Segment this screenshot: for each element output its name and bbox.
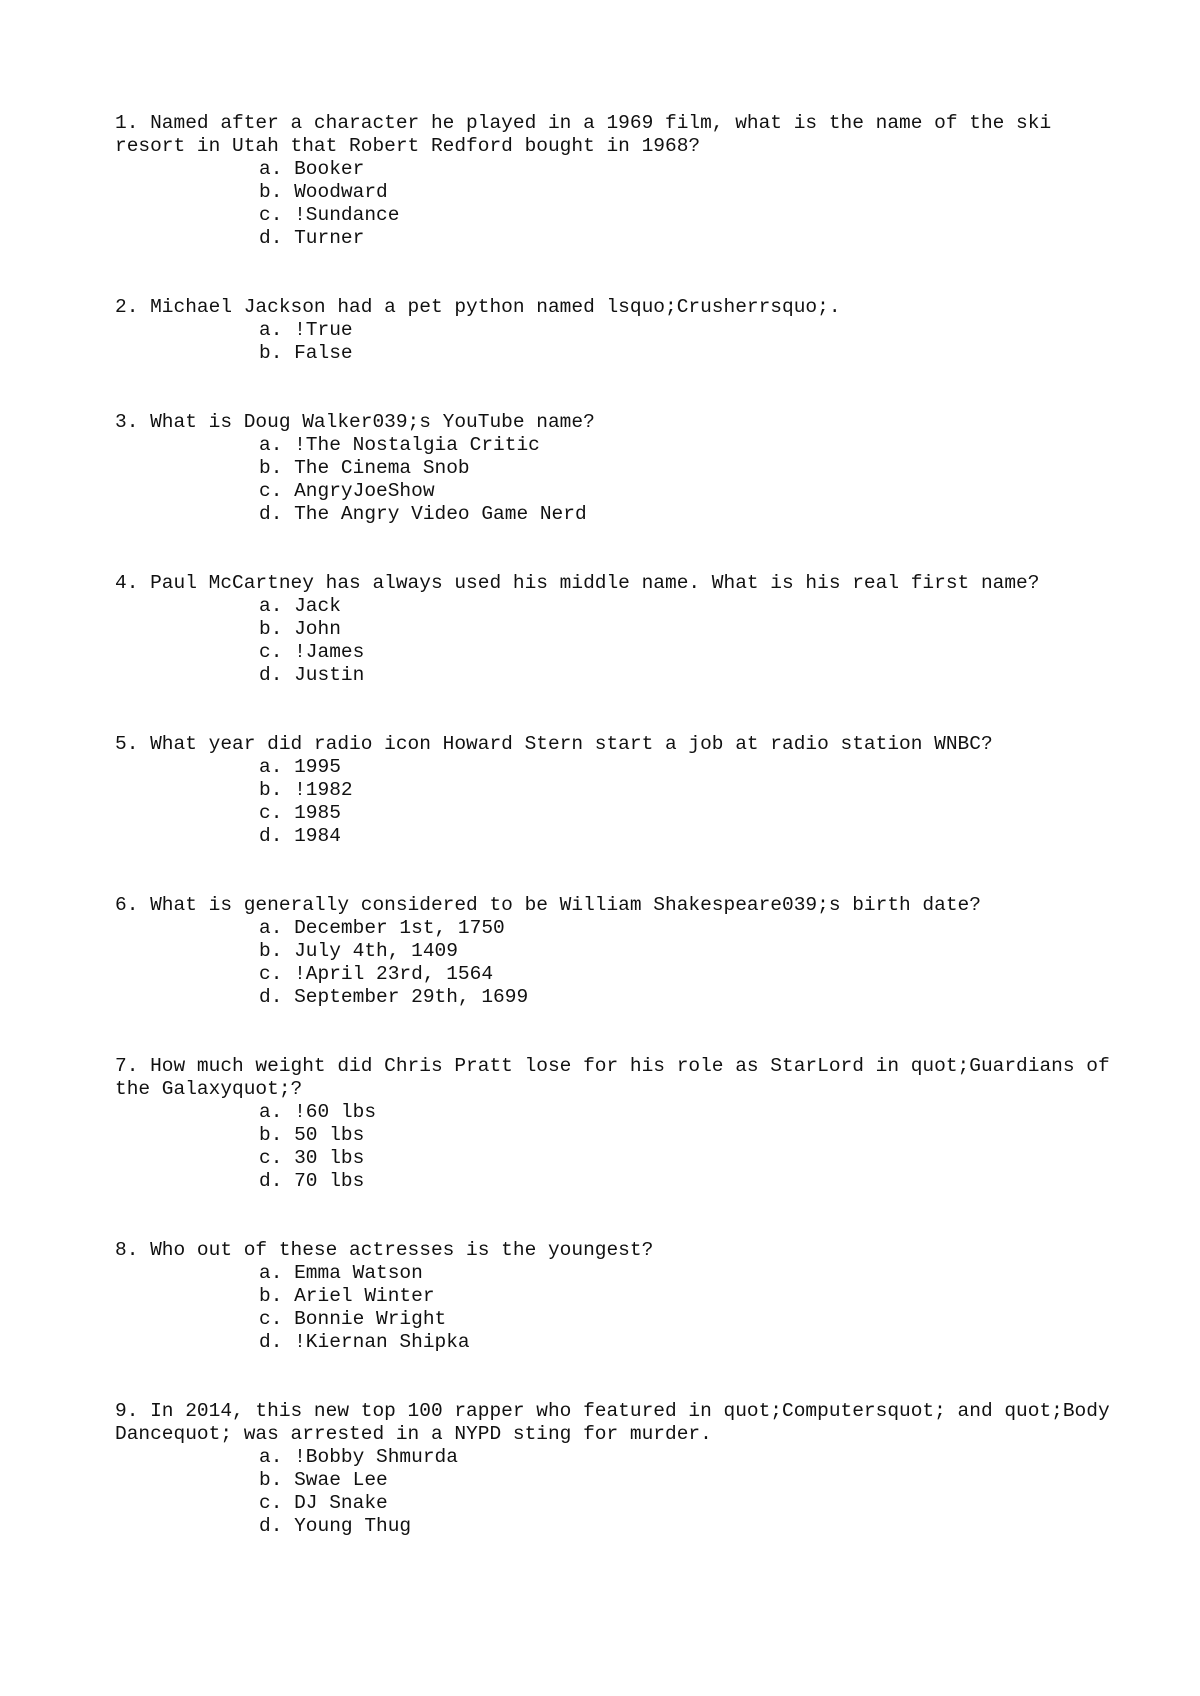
answer-option: c. DJ Snake (259, 1492, 388, 1514)
answer-option: d. !Kiernan Shipka (259, 1331, 470, 1353)
answer-option: b. July 4th, 1409 (259, 940, 458, 962)
answer-options (115, 595, 1115, 687)
question-6 (115, 894, 1115, 1009)
answer-option: b. Swae Lee (259, 1469, 388, 1491)
answer-option: c. !James (259, 641, 365, 663)
answer-option: b. John (259, 618, 341, 640)
answer-option: b. False (259, 342, 353, 364)
answer-option: a. 1995 (259, 756, 341, 778)
quiz-page (115, 112, 1122, 1584)
question-2 (115, 296, 1115, 365)
answer-option: b. The Cinema Snob (259, 457, 470, 479)
question-9 (115, 1400, 1122, 1538)
answer-option: c. 30 lbs (259, 1147, 365, 1169)
answer-option: a. Booker (259, 158, 365, 180)
question-4 (115, 572, 1115, 687)
answer-option: d. 1984 (259, 825, 341, 847)
question-text: 1. Named after a character he played in a 1969 film, what is the name of the ski resort in Utah that Robert Redford bought in 1968? (115, 112, 1063, 157)
question-8 (115, 1239, 1115, 1354)
question-text: 2. Michael Jackson had a pet python named lsquo;Crusherrsquo;. (115, 296, 841, 318)
answer-options (115, 1101, 1115, 1193)
answer-option: a. December 1st, 1750 (259, 917, 505, 939)
question-text: 4. Paul McCartney has always used his middle name. What is his real first name? (115, 572, 1040, 594)
question-text: 9. In 2014, this new top 100 rapper who featured in quot;Computersquot; and quot;Body Dancequot; was arrested in a NYPD sting for murder. (115, 1400, 1122, 1445)
answer-option: a. !True (259, 319, 353, 341)
question-3 (115, 411, 1115, 526)
answer-option: b. !1982 (259, 779, 353, 801)
answer-option: d. 70 lbs (259, 1170, 365, 1192)
answer-option: d. Turner (259, 227, 365, 249)
answer-option: a. !The Nostalgia Critic (259, 434, 540, 456)
answer-options (115, 756, 1115, 848)
question-text: 8. Who out of these actresses is the youngest? (115, 1239, 654, 1261)
answer-option: c. !Sundance (259, 204, 400, 226)
answer-option: b. 50 lbs (259, 1124, 365, 1146)
question-5 (115, 733, 1115, 848)
question-text: 3. What is Doug Walker039;s YouTube name? (115, 411, 595, 433)
answer-option: d. The Angry Video Game Nerd (259, 503, 587, 525)
answer-options (115, 1262, 1115, 1354)
answer-option: d. Young Thug (259, 1515, 412, 1537)
question-text: 7. How much weight did Chris Pratt lose for his role as StarLord in quot;Guardians of the Galaxyquot;? (115, 1055, 1122, 1100)
answer-options (115, 158, 1115, 250)
question-text: 6. What is generally considered to be William Shakespeare039;s birth date? (115, 894, 981, 916)
answer-option: c. AngryJoeShow (259, 480, 435, 502)
answer-option: a. Jack (259, 595, 341, 617)
answer-options (115, 319, 1115, 365)
answer-option: a. !60 lbs (259, 1101, 377, 1123)
answer-option: d. September 29th, 1699 (259, 986, 529, 1008)
question-7 (115, 1055, 1122, 1193)
answer-option: b. Woodward (259, 181, 388, 203)
question-1 (115, 112, 1115, 250)
question-text: 5. What year did radio icon Howard Stern start a job at radio station WNBC? (115, 733, 993, 755)
answer-option: d. Justin (259, 664, 365, 686)
answer-option: c. Bonnie Wright (259, 1308, 447, 1330)
answer-options (115, 917, 1115, 1009)
answer-option: a. Emma Watson (259, 1262, 423, 1284)
answer-option: a. !Bobby Shmurda (259, 1446, 458, 1468)
answer-options (115, 1446, 1115, 1538)
answer-options (115, 434, 1115, 526)
answer-option: c. 1985 (259, 802, 341, 824)
answer-option: c. !April 23rd, 1564 (259, 963, 494, 985)
answer-option: b. Ariel Winter (259, 1285, 435, 1307)
